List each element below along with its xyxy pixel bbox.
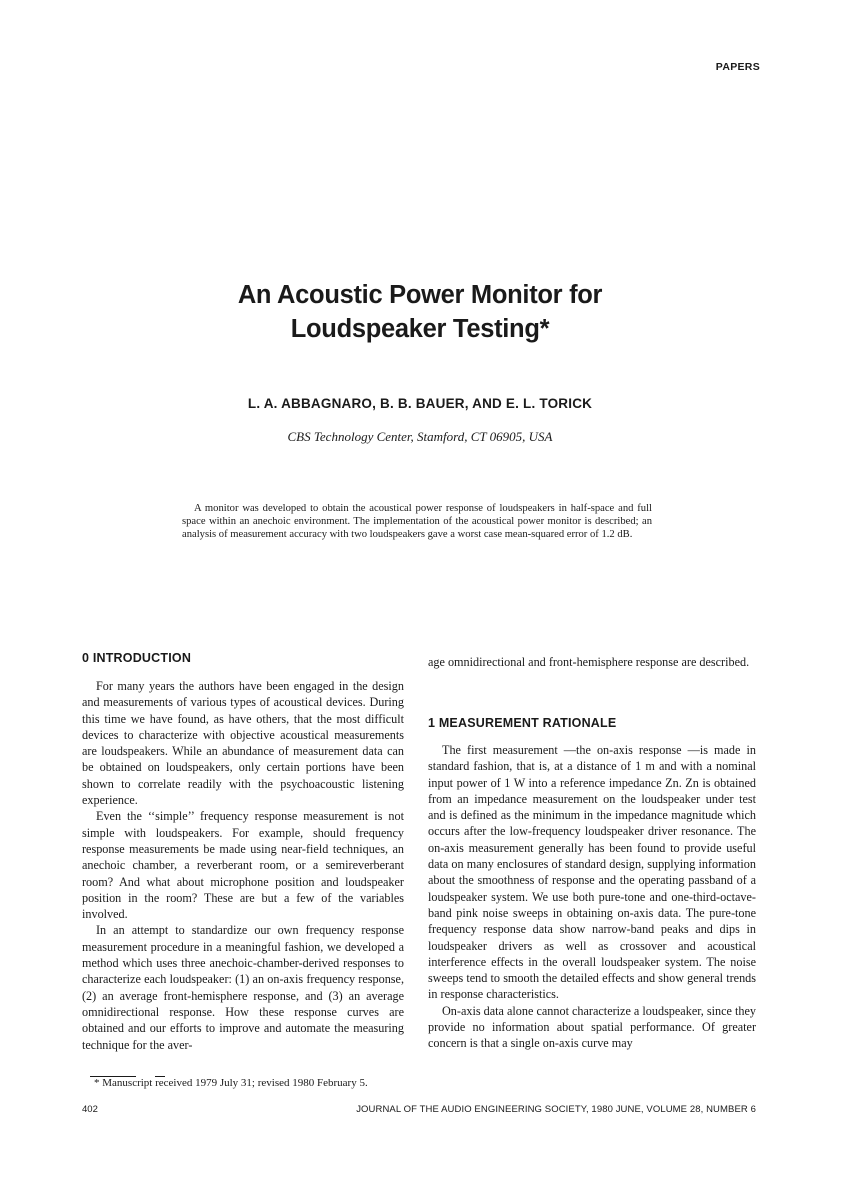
right-column [428, 654, 756, 670]
left-column [82, 678, 404, 1053]
measurement-paragraph-2: On-axis data alone cannot characterize a loudspeaker, since they provide no information about spatial performance. Of greater concern is that a single on-axis curve may [428, 1003, 756, 1051]
measurement-paragraph-1: The first measurement —the on-axis response —is made in standard fashion, that is, at a distance of 1 m and with a nominal input power of 1 W into a reference impedance Zn. Zn is obtained from an impedance measurement on the loudspeaker under test and is defined as the minimum in the impedance magnitude which occurs after the low-frequency loudspeaker driver resonance. The on-axis measurement generally has been found to provide useful data on many enclosures of standard design, supplying information about the smoothness of response and the operating passband of a loudspeaker system. We use both pure-tone and one-third-octave-band pink noise sweeps in obtaining on-axis data. The pure-tone frequency response data show narrow-band peaks and dips in loudspeaker drivers as well as crossover and acoustical interference effects in the overall loudspeaker system. The noise sweeps tend to smooth the detailed effects and show general trends in response characteristics. [428, 743, 756, 1002]
paper-title [150, 278, 690, 346]
journal-footer: JOURNAL OF THE AUDIO ENGINEERING SOCIETY, 1980 JUNE, VOLUME 28, NUMBER 6 [356, 1104, 756, 1115]
intro-paragraph-3: In an attempt to standardize our own frequency response measurement procedure in a meaningful fashion, we developed a method which uses three anechoic-chamber-derived responses to characterize each loudspeaker: (1) an on-axis frequency response, (2) an average front-hemisphere response, and (3) an average omnidirectional response. How these response curves are obtained and our efforts to improve and automate the measuring technique for the aver- [82, 923, 404, 1052]
measurement-body [428, 742, 756, 1052]
title-line-1: An Acoustic Power Monitor for [237, 281, 603, 309]
section-heading-introduction: 0 INTRODUCTION [82, 651, 192, 665]
intro-paragraph-2: Even the ‘‘simple’’ frequency response measurement is not simple with loudspeakers. For example, should frequency response measurements be made using near-field techniques, an anechoic chamber, a reverberant room, or a semireverberant room? And what about microphone position and loudspeaker position in the room? These are but a few of the variables involved. [82, 809, 404, 922]
footnote: * Manuscript received 1979 July 31; revised 1980 February 5. [94, 1077, 368, 1089]
running-header: PAPERS [715, 61, 760, 73]
abstract: A monitor was developed to obtain the acoustical power response of loudspeakers in half-space and full space within an anechoic environment. The implementation of the acoustical power monitor is described; an analysis of measurement accuracy with two loudspeakers gave a worst case mean-squared error of 1.2 dB. [182, 503, 652, 541]
affiliation: CBS Technology Center, Stamford, CT 06905, USA [287, 429, 553, 444]
intro-continuation: age omnidirectional and front-hemisphere response are described. [428, 655, 750, 669]
page-number: 402 [82, 1104, 98, 1115]
title-line-2: Loudspeaker Testing* [290, 315, 550, 343]
authors: L. A. ABBAGNARO, B. B. BAUER, AND E. L. TORICK [247, 396, 593, 411]
section-heading-measurement-rationale: 1 MEASUREMENT RATIONALE [428, 716, 617, 730]
intro-paragraph-1: For many years the authors have been engaged in the design and measurements of various types of acoustical devices. During this time we have found, as have others, that the most difficult devices to characterize with objective acoustical measurements are loudspeakers. While an abundance of measurement data can be obtained on loudspeakers, only certain portions have been shown to correlate readily with the psychoacoustic listening experience. [82, 679, 404, 808]
